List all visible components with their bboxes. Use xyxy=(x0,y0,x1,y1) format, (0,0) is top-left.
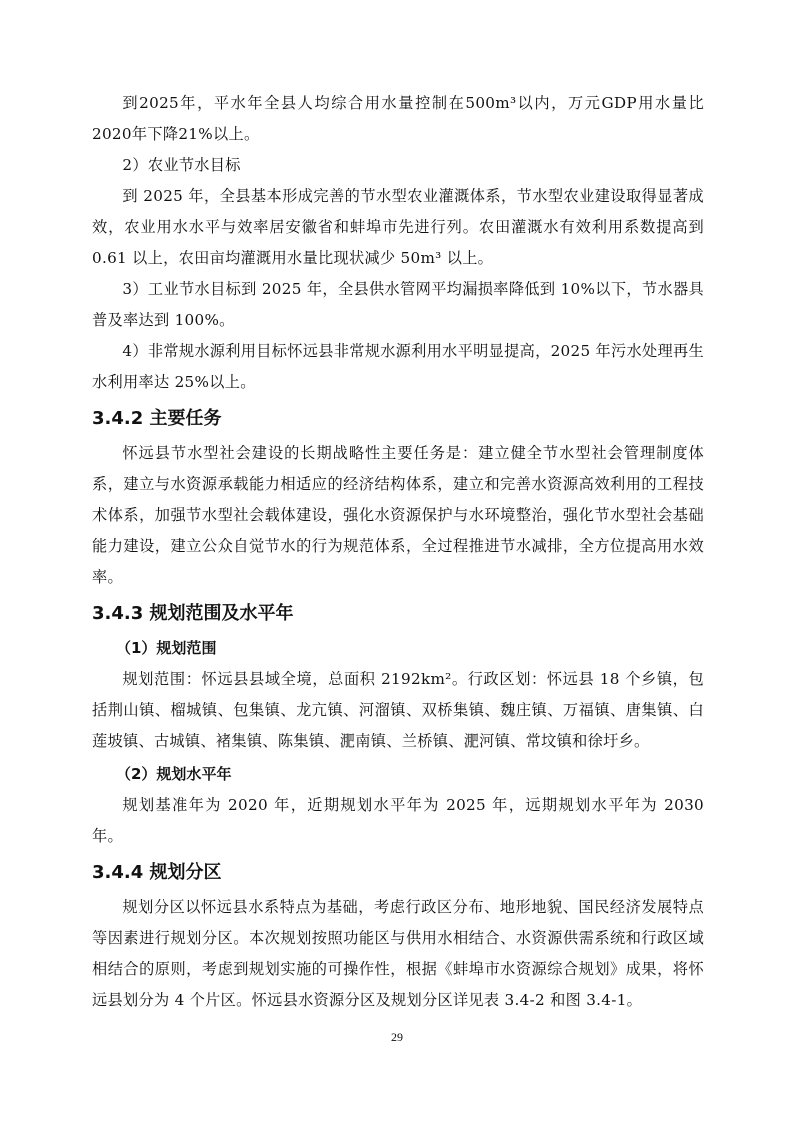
main-tasks-paragraph: 怀远县节水型社会建设的长期战略性主要任务是：建立健全节水型社会管理制度体系，建立与水资源承载能力相适应的经济结构体系，建立和完善水资源高效利用的工程技术体系，加强节水型社会载体建设，强化水资源保护与水环境整治，强化节水型社会基础能力建设，建立公众自觉节水的行为规范体系，全过程推进节水减排，全方位提高用水效率。 xyxy=(92,444,704,586)
planning-year-heading: （2）规划水平年 xyxy=(116,765,232,783)
document-body xyxy=(92,88,704,1016)
planning-zones-paragraph: 规划分区以怀远县水系特点为基础，考虑行政区分布、地形地貌、国民经济发展特点等因素进行规划分区。本次规划按照功能区与供用水相结合、水资源供需系统和行政区域相结合的原则，考虑到规划实施的可操作性，根据《蚌埠市水资源综合规划》成果，将怀远县划分为 4 个片区。怀远县水资源分区及规划分区详见表 3.4-2 和图 3.4-1。 xyxy=(92,898,704,1009)
section-heading-3-4-3: 3.4.3 规划范围及水平年 xyxy=(92,603,294,624)
agri-goal-heading: 2）农业节水目标 xyxy=(122,156,241,174)
section-heading-3-4-2: 3.4.2 主要任务 xyxy=(92,408,222,429)
planning-scope-paragraph: 规划范围：怀远县县域全境，总面积 2192km²。行政区划：怀远县 18 个乡镇，包括荆山镇、榴城镇、包集镇、龙亢镇、河溜镇、双桥集镇、魏庄镇、万福镇、唐集镇、白莲坡镇、古城镇、褚集镇、陈集镇、淝南镇、兰桥镇、淝河镇、常坟镇和徐圩乡。 xyxy=(92,670,704,750)
page-number: 29 xyxy=(391,1030,403,1044)
agri-goal-paragraph: 到 2025 年，全县基本形成完善的节水型农业灌溉体系，节水型农业建设取得显著成效，农业用水水平与效率居安徽省和蚌埠市先进行列。农田灌溉水有效利用系数提高到 0.61 以上，农田亩均灌溉用水量比现状减少 50m³ 以上。 xyxy=(92,187,704,267)
unconventional-water-paragraph: 4）非常规水源利用目标怀远县非常规水源利用水平明显提高，2025 年污水处理再生水利用率达 25%以上。 xyxy=(92,342,704,391)
industry-goal-paragraph: 3）工业节水目标到 2025 年，全县供水管网平均漏损率降低到 10%以下，节水器具普及率达到 100%。 xyxy=(92,280,704,329)
total-water-goal-paragraph: 到2025年，平水年全县人均综合用水量控制在500m³以内，万元GDP用水量比2020年下降21%以上。 xyxy=(92,94,704,143)
planning-scope-heading: （1）规划范围 xyxy=(116,639,217,657)
section-heading-3-4-4: 3.4.4 规划分区 xyxy=(92,862,222,883)
planning-year-paragraph: 规划基准年为 2020 年，近期规划水平年为 2025 年，远期规划水平年为 2030 年。 xyxy=(92,796,704,845)
